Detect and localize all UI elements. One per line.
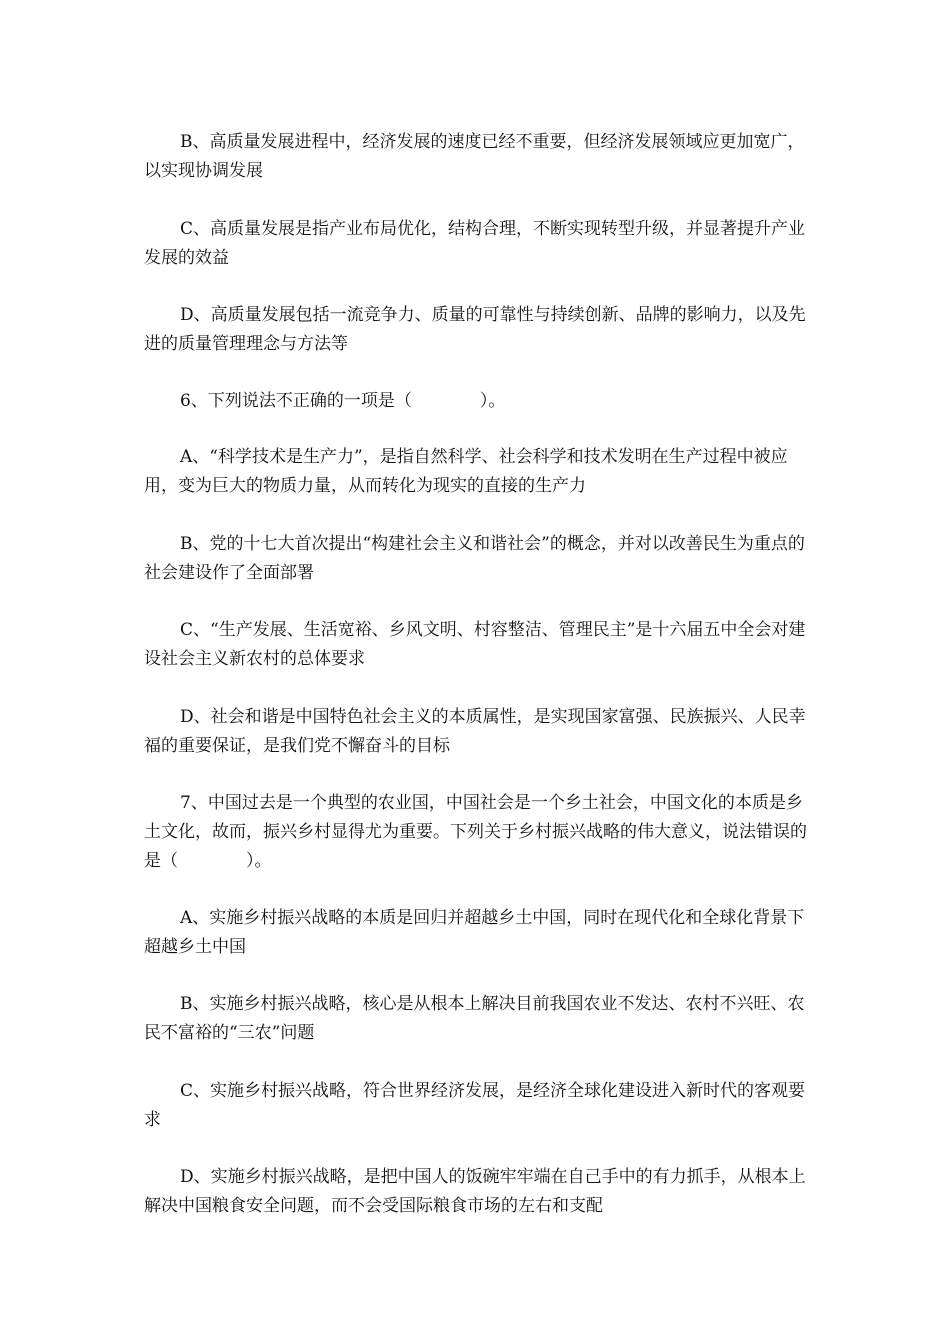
- option-6c: C、“生产发展、生活宽裕、乡风文明、村容整洁、管理民主”是十六届五中全会对建设社会主义新农村的总体要求: [144, 620, 806, 669]
- option-5c: C、高质量发展是指产业布局优化，结构合理，不断实现转型升级，并显著提升产业发展的效益: [144, 219, 806, 268]
- option-5b: B、高质量发展进程中，经济发展的速度已经不重要，但经济发展领域应更加宽广，以实现协调发展: [144, 132, 805, 181]
- question-6: 6、下列说法不正确的一项是（ ）。: [180, 391, 506, 411]
- option-7c: C、实施乡村振兴战略，符合世界经济发展，是经济全球化建设进入新时代的客观要求: [144, 1081, 806, 1130]
- option-6b: B、党的十七大首次提出“构建社会主义和谐社会”的概念，并对以改善民生为重点的社会建设作了全面部署: [144, 534, 805, 583]
- option-5d: D、高质量发展包括一流竞争力、质量的可靠性与持续创新、品牌的影响力，以及先进的质量管理理念与方法等: [144, 305, 806, 354]
- question-7: 7、中国过去是一个典型的农业国，中国社会是一个乡土社会，中国文化的本质是乡土文化，故而，振兴乡村显得尤为重要。下列关于乡村振兴战略的伟大意义，说法错误的是（ ）。: [144, 793, 807, 871]
- option-6a: A、“科学技术是生产力”，是指自然科学、社会科学和技术发明在生产过程中被应用，变为巨大的物质力量，从而转化为现实的直接的生产力: [144, 447, 788, 496]
- option-7b: B、实施乡村振兴战略，核心是从根本上解决目前我国农业不发达、农村不兴旺、农民不富裕的“三农”问题: [144, 994, 805, 1043]
- option-7d: D、实施乡村振兴战略，是把中国人的饭碗牢牢端在自己手中的有力抓手，从根本上解决中国粮食安全问题，而不会受国际粮食市场的左右和支配: [144, 1167, 806, 1216]
- option-6d: D、社会和谐是中国特色社会主义的本质属性，是实现国家富强、民族振兴、人民幸福的重要保证，是我们党不懈奋斗的目标: [144, 707, 806, 756]
- option-7a: A、实施乡村振兴战略的本质是回归并超越乡土中国，同时在现代化和全球化背景下超越乡土中国: [144, 908, 805, 957]
